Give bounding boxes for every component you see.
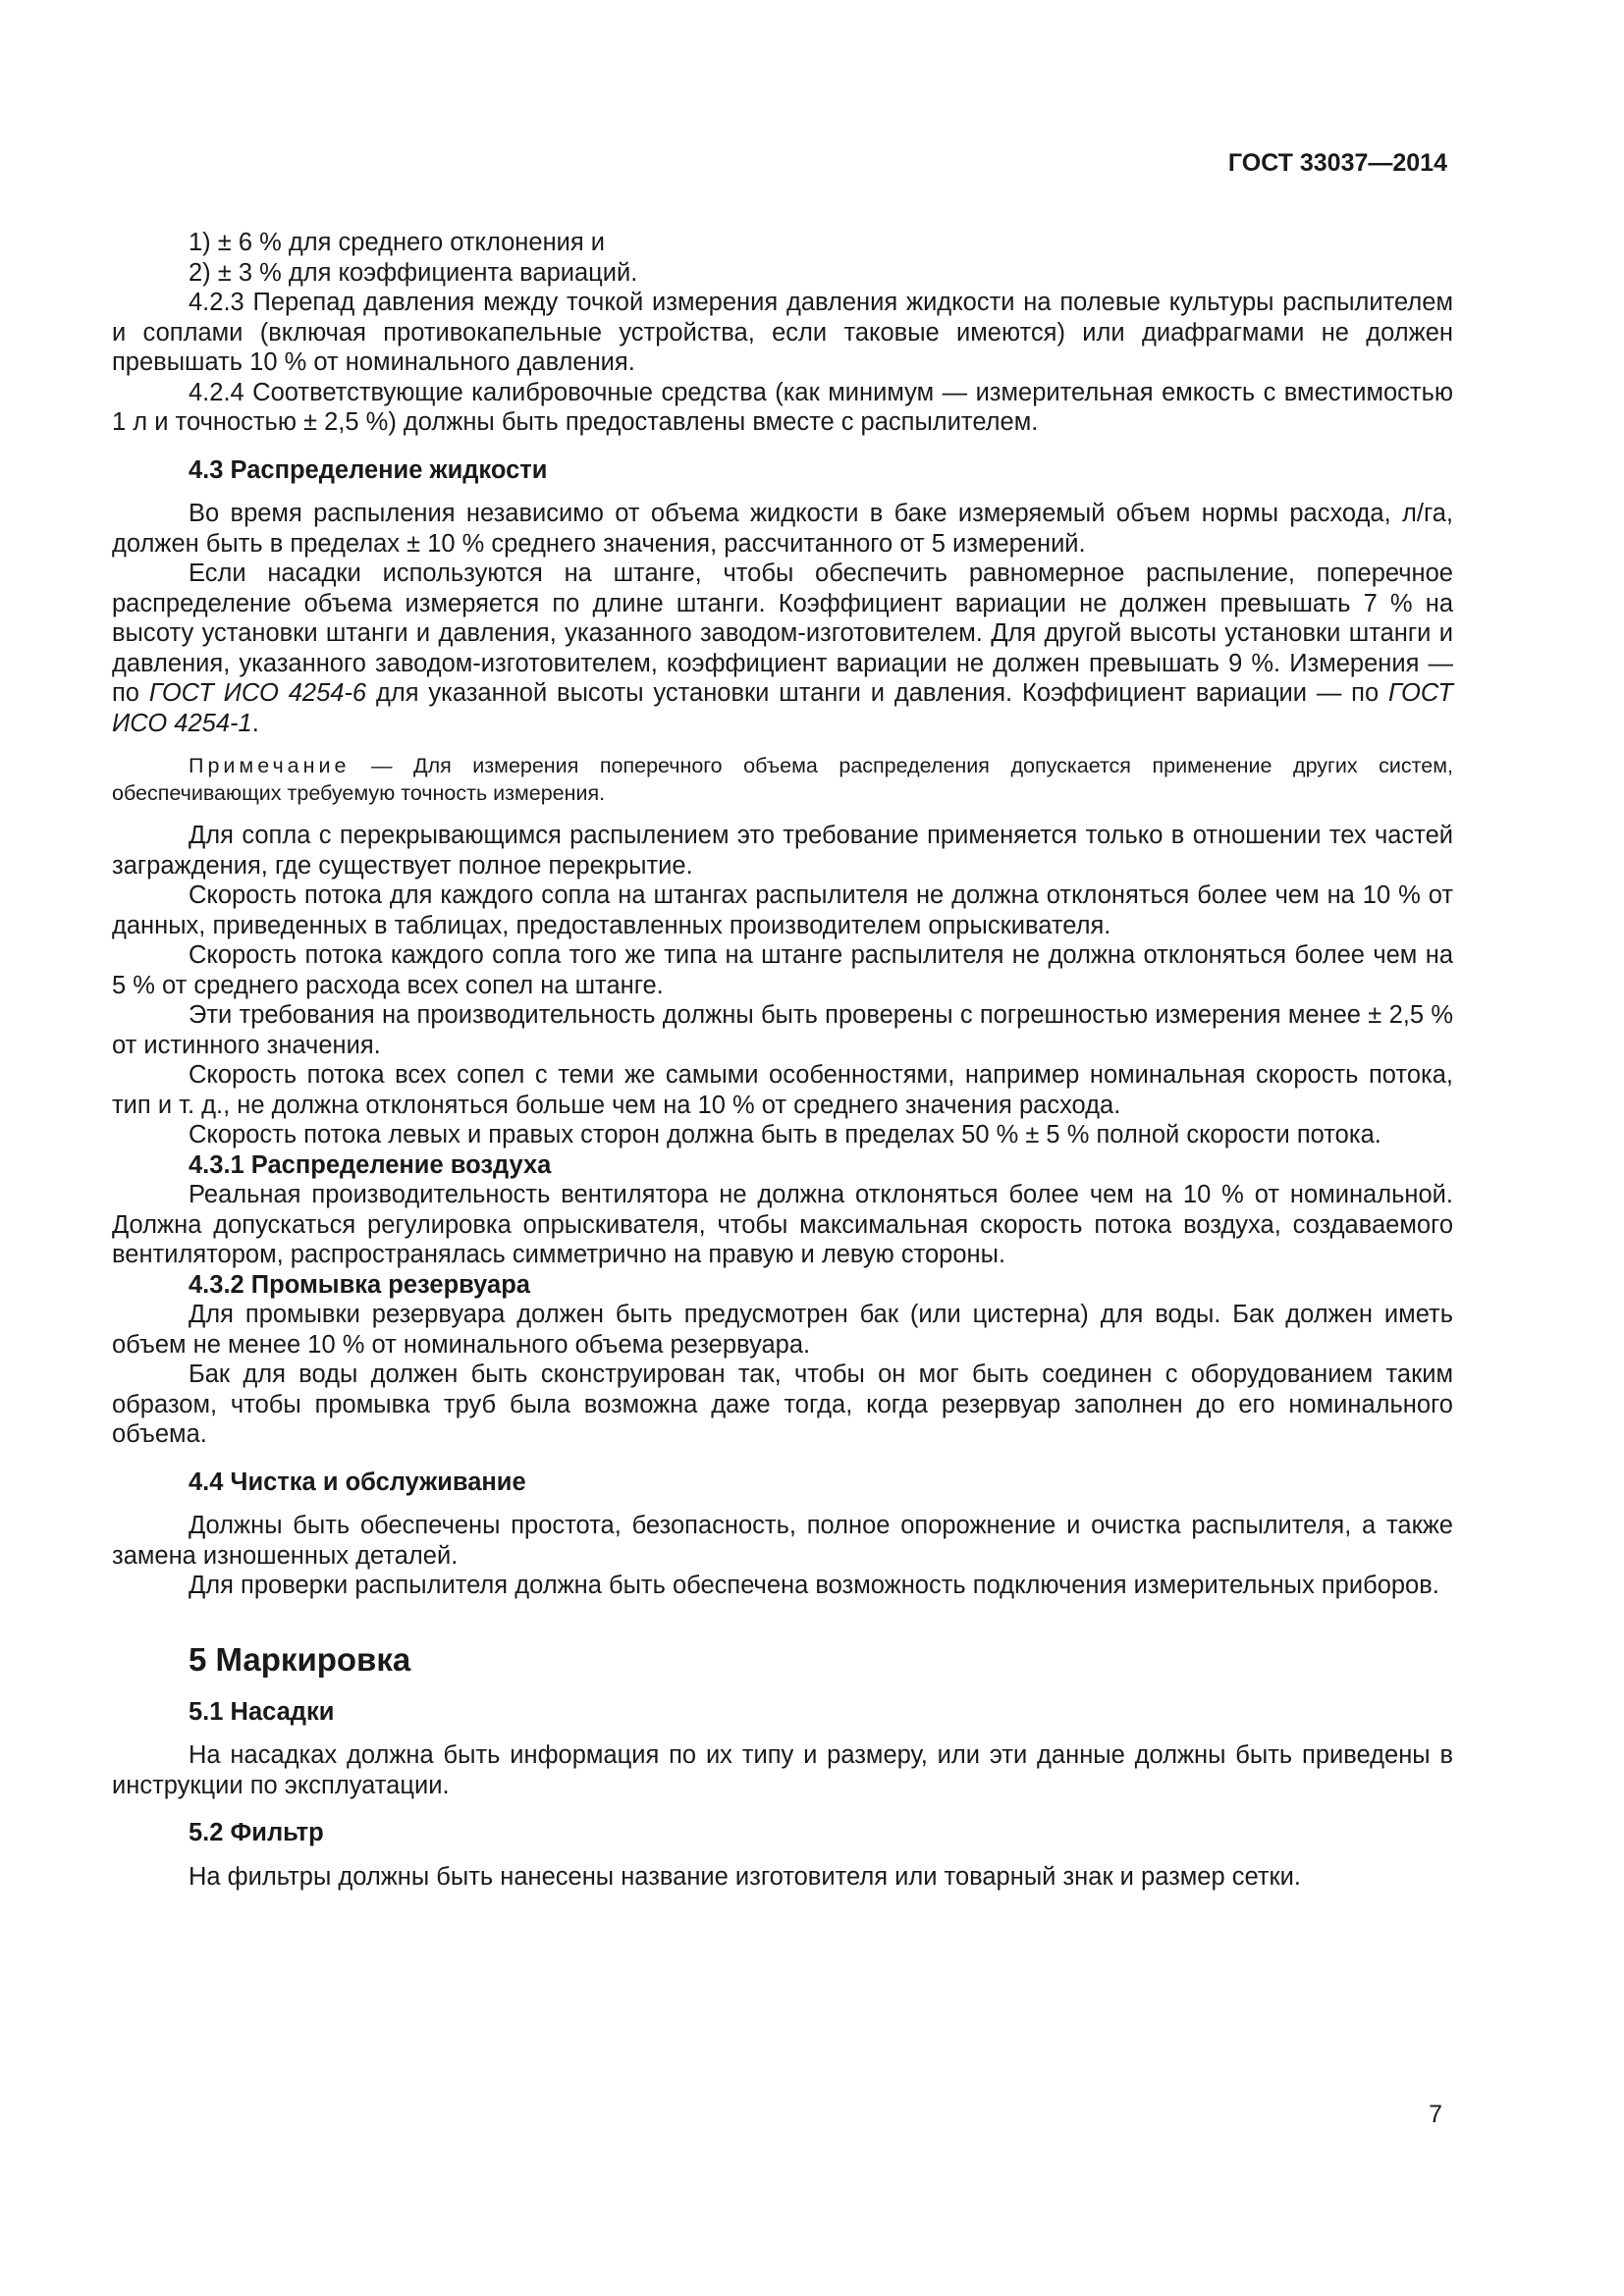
section-heading: 4.4 Чистка и обслуживание — [189, 1468, 526, 1496]
page-number: 7 — [1429, 2101, 1442, 2128]
section-heading: 4.3 Распределение жидкости — [189, 455, 548, 484]
paragraph: Скорость потока каждого сопла того же типа на штанге распылителя не должна отклоняться более чем на 5 % от среднего расхода всех сопел на штанге. — [112, 941, 1453, 999]
paragraph: На насадках должна быть информация по их типу и размеру, или эти данные должны быть приведены в инструкции по эксплуатации. — [112, 1741, 1453, 1799]
document-body — [112, 228, 1453, 1892]
paragraph: Для промывки резервуара должен быть предусмотрен бак (или цистерна) для воды. Бак должен иметь объем не менее 10 % от номинального объема резервуара. — [112, 1301, 1453, 1359]
paragraph: 4.2.3 Перепад давления между точкой измерения давления жидкости на полевые культуры распылителем и соплами (включая противокапельные устройства, если таковые имеются) или диафрагмами не должен превышать 10 % от номинального давления. — [112, 289, 1453, 376]
paragraph: Если насадки используются на штанге, чтобы обеспечить равномерное распыление, поперечное распределение объема измеряется по длине штанги. Коэффициент вариации не должен превышать 7 % на высоту установки штанги и давления, указанного заводом-изготовителем. Для другой высоты установки штанги и давления, указанного заводом-изготовителем, коэффициент вариации не должен превышать 9 %. Измерения — по ГОСТ ИСО 4254-6 для указанной высоты установки штанги и давления. Коэффициент вариации — по ГОСТ ИСО 4254-1. — [112, 560, 1454, 737]
paragraph: Для сопла с перекрывающимся распылением это требование применяется только в отношении тех частей заграждения, где существует полное перекрытие. — [112, 822, 1453, 880]
section-heading: 5.1 Насадки — [189, 1697, 335, 1726]
subsection-heading: 4.3.1 Распределение воздуха — [189, 1150, 552, 1179]
note-label: Примечание — [189, 754, 351, 777]
paragraph: Скорость потока для каждого сопла на штангах распылителя не должна отклоняться более чем на 10 % от данных, приведенных в таблицах, предоставленных производителем опрыскивателя. — [112, 881, 1453, 939]
section-heading: 5.2 Фильтр — [189, 1819, 324, 1846]
document-code-header: ГОСТ 33037—2014 — [1227, 149, 1447, 177]
list-item: 2) ± 3 % для коэффициента вариаций. — [189, 258, 638, 287]
paragraph: Для проверки распылителя должна быть обеспечена возможность подключения измерительных приборов. — [189, 1572, 1439, 1599]
paragraph: Бак для воды должен быть сконструирован так, чтобы он мог быть соединен с оборудованием таким образом, чтобы промывка труб была возможна даже тогда, когда резервуар заполнен до его номинального объема. — [112, 1361, 1453, 1448]
subsection-heading: 4.3.2 Промывка резервуара — [189, 1270, 530, 1299]
paragraph: Скорость потока всех сопел с теми же самыми особенностями, например номинальная скорость потока, тип и т. д., не должна отклоняться больше чем на 10 % от среднего значения расхода. — [112, 1061, 1453, 1119]
paragraph: Реальная производительность вентилятора не должна отклоняться более чем на 10 % от номинальной. Должна допускаться регулировка опрыскивателя, чтобы максимальная скорость потока воздуха, создаваемого вентилятором, распространялась симметрично на правую и левую стороны. — [112, 1181, 1453, 1268]
paragraph: Скорость потока левых и правых сторон должна быть в пределах 50 % ± 5 % полной скорости потока. — [189, 1121, 1381, 1148]
note-paragraph — [112, 752, 1453, 807]
paragraph: 4.2.4 Соответствующие калибровочные средства (как минимум — измерительная емкость с вместимостью 1 л и точностью ± 2,5 %) должны быть предоставлены вместе с распылителем. — [112, 378, 1453, 436]
paragraph: Должны быть обеспечены простота, безопасность, полное опорожнение и очистка распылителя, а также замена изношенных деталей. — [112, 1512, 1453, 1570]
paragraph: Эти требования на производительность должны быть проверены с погрешностью измерения менее ± 2,5 % от истинного значения. — [112, 1001, 1453, 1059]
note-text: — Для измерения поперечного объема распределения допускается применение других систем, обеспечивающих требуемую точность измерения. — [112, 754, 1453, 805]
paragraph: Во время распыления независимо от объема жидкости в баке измеряемый объем нормы расхода, л/га, должен быть в пределах ± 10 % среднего значения, рассчитанного от 5 измерений. — [112, 500, 1453, 558]
chapter-heading: 5 Маркировка — [189, 1640, 411, 1678]
paragraph: На фильтры должны быть нанесены название изготовителя или товарный знак и размер сетки. — [189, 1862, 1302, 1891]
list-item: 1) ± 6 % для среднего отклонения и — [189, 229, 606, 256]
